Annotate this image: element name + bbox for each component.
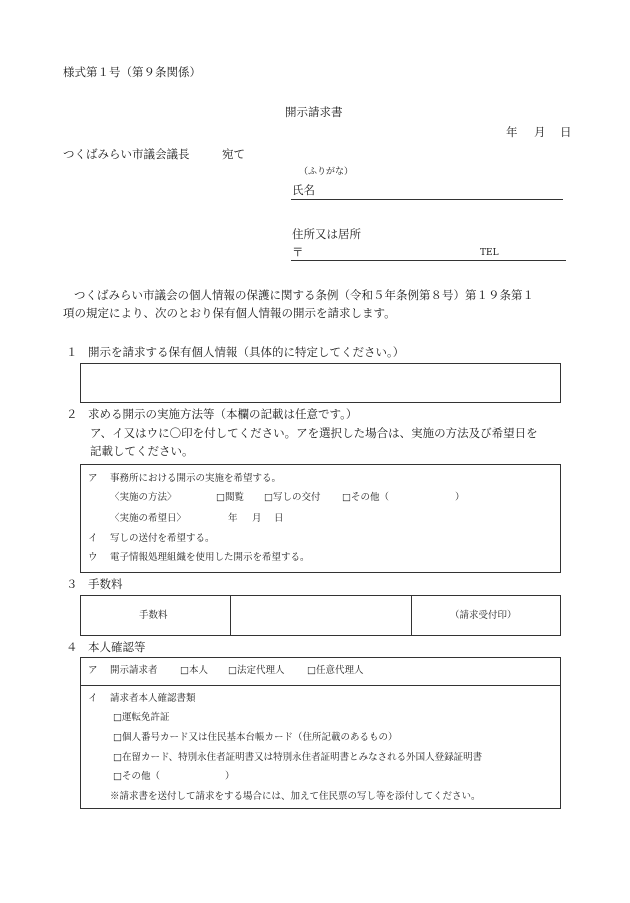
option-a-mark[interactable]: ア [88,473,98,484]
preferred-date-year: 年 [228,513,238,524]
reception-stamp-label: （請求受付印） [450,610,517,621]
section2-note-line-2: 記載してください。 [90,444,194,458]
requester-label: 開示請求者 [110,665,158,676]
section4-number: ４ [66,640,78,654]
address-field-line[interactable] [291,260,566,261]
intro-line-2: 項の規定により、次のとおり保有個人情報の開示を請求します。 [63,306,396,320]
intro-line-1: つくばみらい市議会の個人情報の保護に関する条例（令和５年条例第８号）第１９条第１ [74,288,534,302]
doc-other-checkbox[interactable]: □その他（ [113,771,160,782]
name-label: 氏名 [292,183,315,197]
section2-number: ２ [66,407,78,421]
doc-residence-card-checkbox[interactable]: □在留カード、特別永住者証明書又は特別永住者証明書とみなされる外国人登録証明書 [113,752,483,763]
identity-docs-title: 請求者本人確認書類 [110,693,196,704]
section1-number: １ [66,345,78,359]
doc-mynumber-card-checkbox[interactable]: □個人番号カード又は住民基本台帳カード（住所記載のあるもの） [113,732,398,743]
voluntary-representative-checkbox[interactable]: □任意代理人 [307,665,364,676]
addressee: つくばみらい市議会議長 [63,147,190,161]
fee-table-divider-2 [411,595,412,636]
form-title: 開示請求書 [285,105,343,119]
postal-mark: 〒 [292,245,304,259]
preferred-date-day: 日 [274,513,284,524]
fee-amount-field[interactable] [231,596,410,635]
date-year-label: 年 [506,125,518,139]
legal-representative-checkbox[interactable]: □法定代理人 [228,665,285,676]
requested-info-field[interactable] [80,363,561,403]
doc-drivers-license-checkbox[interactable]: □運転免許証 [113,712,170,723]
form-number-label: 様式第１号（第９条関係） [63,65,201,79]
row-i-mark: イ [88,693,98,704]
self-checkbox[interactable]: □本人 [180,665,208,676]
option-u-text: 電子情報処理組織を使用した開示を希望する。 [110,552,310,563]
doc-other-close: ） [225,771,235,782]
furigana-label: （ふりがな） [299,167,354,177]
date-month-label: 月 [534,125,546,139]
method-view-checkbox[interactable]: □閲覧 [216,492,244,503]
section4-title: 本人確認等 [88,640,146,654]
preferred-date-label: 〈実施の希望日〉 [110,513,187,524]
method-label: 〈実施の方法〉 [110,492,177,503]
option-u-mark[interactable]: ウ [88,552,98,563]
tel-label: TEL [480,248,499,258]
preferred-date-month: 月 [252,513,262,524]
option-a-text: 事務所における開示の実施を希望する。 [110,473,282,484]
identity-row-divider [80,685,561,686]
section2-note-line-1: ア、イ又はウに〇印を付してください。アを選択した場合は、実施の方法及び希望日を [90,426,538,440]
address-label: 住所又は居所 [292,227,361,241]
name-field-line[interactable] [291,199,563,200]
section3-number: ３ [66,577,78,591]
addressee-suffix: 宛て [222,147,245,161]
option-i-mark[interactable]: イ [88,533,98,544]
method-other-close: ） [455,492,465,503]
row-a-mark: ア [88,665,98,676]
section3-title: 手数料 [88,577,123,591]
method-copy-checkbox[interactable]: □写しの交付 [264,492,321,503]
section2-title: 求める開示の実施方法等（本欄の記載は任意です。） [88,407,358,421]
section1-title: 開示を請求する保有個人情報（具体的に特定してください。） [88,345,405,359]
option-i-text: 写しの送付を希望する。 [110,533,215,544]
fee-label: 手数料 [139,610,168,621]
mail-request-footnote: ※請求書を送付して請求をする場合には、加えて住民票の写し等を添付してください。 [110,791,481,802]
method-other-checkbox[interactable]: □その他（ [342,492,389,503]
date-day-label: 日 [560,125,572,139]
